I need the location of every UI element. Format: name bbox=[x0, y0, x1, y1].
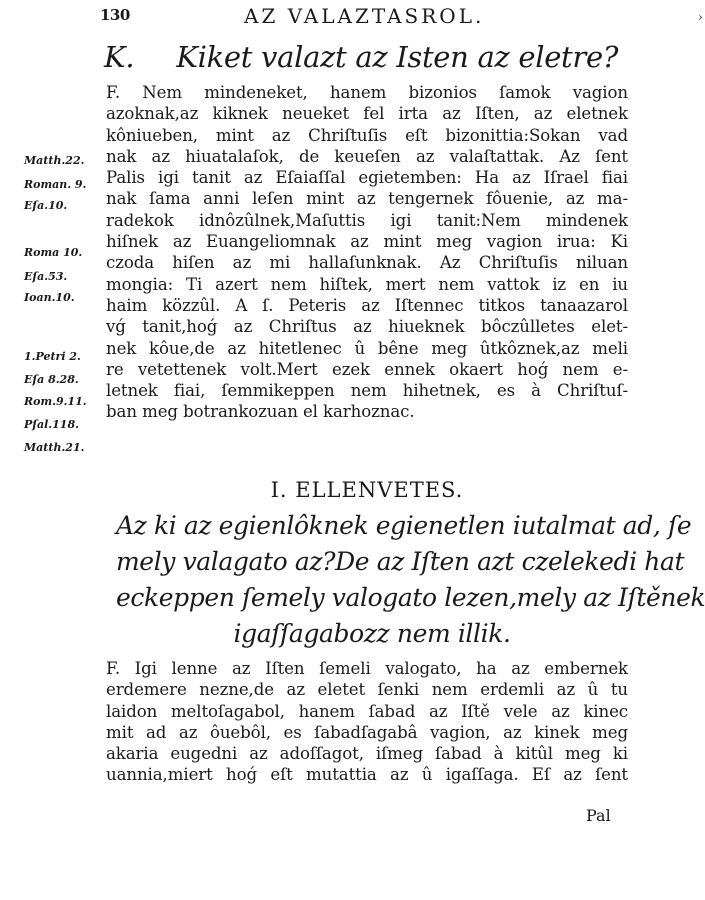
margin-note: Matth.21. bbox=[24, 441, 85, 454]
catchword: Pal bbox=[586, 806, 611, 825]
objection-line: Az ki az egienlôknek egienetlen iutalmat ad, ſe bbox=[116, 511, 692, 540]
text-line: nek kôue,de az hitetlenec û bêne meg ûtkôznek,az meli bbox=[106, 338, 628, 358]
text-line: nak az hiuatalaſok, de keueſen az valaſtattak. Az ſent bbox=[106, 146, 628, 166]
margin-note: Rom.9.11. bbox=[24, 395, 87, 408]
answer-paragraph-1 bbox=[106, 82, 628, 423]
text-line: kôniueben, mint az Chriſtuſis eſt bizonittia:Sokan vad bbox=[106, 125, 628, 145]
text-line: erdemere nezne,de az eletet ſenki nem erdemli az û tu bbox=[106, 680, 628, 700]
text-line: hiſnek az Euangeliomnak az mint meg vagion irua: Ki bbox=[106, 232, 628, 252]
text-line: re vetettenek volt.Mert ezek ennek okaert hoǵ nem e- bbox=[106, 359, 628, 379]
running-head: AZ VALAZTASROL. bbox=[244, 4, 485, 28]
text-line: vǵ tanit,hoǵ az Chriſtus az hiueknek bôczûlletes elet- bbox=[106, 317, 628, 337]
page-header bbox=[100, 4, 703, 30]
page-number: 130 bbox=[100, 6, 130, 24]
objection-line: igaſſagabozz nem illik. bbox=[233, 619, 511, 648]
text-line: letnek fiai, ſemmikeppen nem hihetnek, es à Chriſtuſ- bbox=[106, 381, 628, 401]
question-text: Kiket valazt az Isten az eletre? bbox=[176, 40, 619, 74]
question-marker: K. bbox=[104, 40, 135, 74]
margin-note: Ioan.10. bbox=[24, 291, 75, 304]
text-line: azoknak,az kiknek neueket fel irta az Iſten, az eletnek bbox=[106, 104, 628, 124]
text-line: czoda hiſen az mi hallaſunknak. Az Chriſtuſis niluan bbox=[106, 253, 628, 273]
objection-heading: I. ELLENVETES. bbox=[270, 478, 464, 502]
margin-note: Matth.22. bbox=[24, 154, 85, 167]
objection-line: mely valagato az?De az Iſten azt czelekedi hat bbox=[116, 547, 685, 576]
text-line: laidon meltoſagabol, hanem ſabad az Iſtě vele az kinec bbox=[106, 701, 628, 721]
text-line: radekok idnôzûlnek,Maſuttis igi tanit:Nem mindenek bbox=[106, 210, 628, 230]
margin-note: Roman. 9. bbox=[24, 178, 87, 191]
margin-note: 1.Petri 2. bbox=[24, 350, 81, 363]
edge-mark: › bbox=[698, 10, 703, 24]
text-line: F. Nem mindeneket, hanem bizonios ſamok vagion bbox=[106, 83, 628, 102]
answer-paragraph-2 bbox=[106, 658, 628, 786]
text-line: haim közzûl. A ſ. Peteris az Iſtennec titkos tanaazarol bbox=[106, 295, 628, 315]
margin-note: Eſa.53. bbox=[24, 270, 68, 283]
margin-note: Roma 10. bbox=[24, 246, 83, 259]
text-line: mongia: Ti azert nem hiſtek, mert nem vattok iz en iu bbox=[106, 274, 628, 294]
margin-note: Pſal.118. bbox=[24, 418, 79, 431]
text-line: nak ſama anni leſen mint az tengernek fôuenie, az ma- bbox=[106, 189, 628, 209]
text-line: uannia,miert hoǵ eſt mutattia az û igaſſaga. Eſ az ſent bbox=[106, 765, 628, 785]
text-line: F. Igi lenne az Iſten ſemeli valogato, ha az embernek bbox=[106, 659, 628, 678]
margin-note: Eſa.10. bbox=[24, 199, 68, 212]
objection-text bbox=[116, 508, 705, 652]
text-line: akaria eugedni az adoſſagot, iſmeg ſabad à kitûl meg ki bbox=[106, 744, 628, 764]
text-line: Palis igi tanit az Eſaiaſſal egietemben: Ha az Iſrael fiai bbox=[106, 168, 628, 188]
objection-line: eckeppen ſemely valogato lezen,mely az Iſtěnek bbox=[116, 583, 705, 612]
text-line: ban meg botrankozuan el karhoznac. bbox=[106, 402, 415, 422]
question-heading bbox=[104, 40, 624, 74]
text-line: mit ad az ôuebôl, es ſabadſagabâ vagion, az kinek meg bbox=[106, 722, 628, 742]
margin-note: Eſa 8.28. bbox=[24, 373, 79, 386]
